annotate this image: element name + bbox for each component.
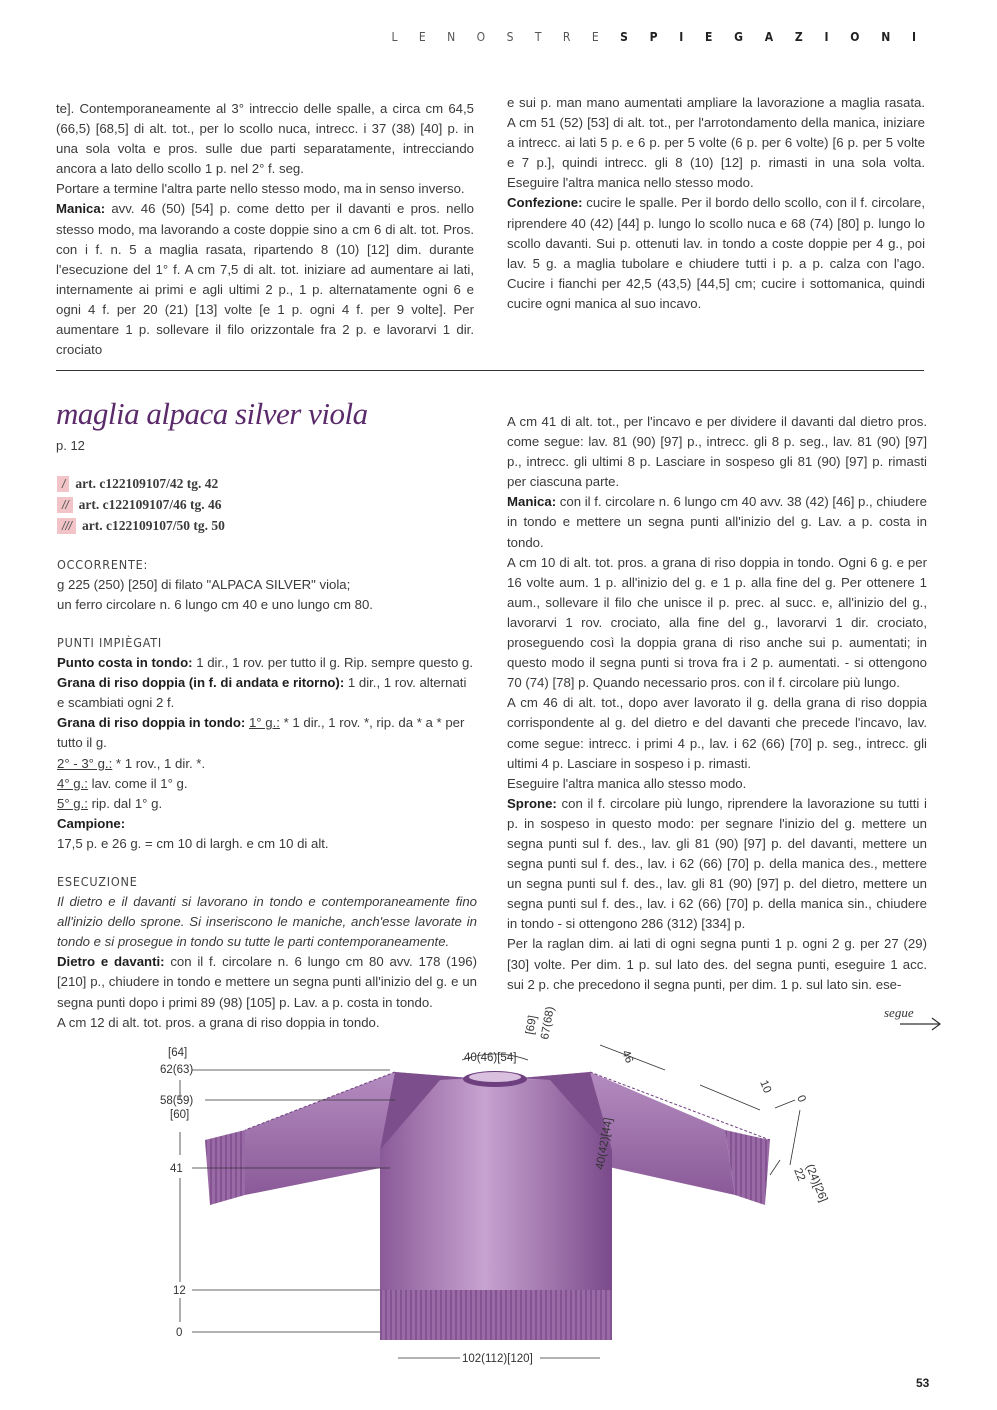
confezione-text: cucire le spalle. Per il bordo dello scollo, con il f. circolare, riprendere 40 (42) [44] p. lungo lo scollo nuca e 68 (74) [80] p. lungo lo scollo davanti. Sui p. ottenuti lav. in tondo a coste doppie per 4 g., poi lav. 5 g. a maglia tubolare e chiudere tutti i p. a p. calza con l'ago. Cucire i fianchi per 42,5 (43,5) [44,5] cm; cucire i sottomanica, quindi cucire ogni manica al suo incavo. — [507, 195, 925, 311]
materials-line: g 225 (250) [250] di filato "ALPACA SILVER" viola; — [57, 577, 351, 593]
dim-label: 62(63) — [160, 1064, 194, 1076]
paragraph: A cm 10 di alt. tot. pros. a grana di riso doppia in tondo. Ogni 6 g. e per 16 volte aum. 1 p. all'inizio del g. e 1 p. alla fine del g. Per ottenere 1 aum., sollevare il filo che unisce il p. prec. al succ. e, all'inizio del g., lavorarvi 1 rov. crociato, alla fine del g., lavorarvi 1 dir. crociato, proseguendo così la doppia grana di riso anche sui p. aumentati; in questo modo il segna punti si trova fra i 2 p. aumentati. - si ottengono 70 (74) [78] p. Quando necessario pros. con il f. circolare più lungo. — [507, 554, 927, 691]
size-marker: // — [57, 497, 73, 513]
round-label: 2° - 3° g.: — [57, 755, 113, 771]
dim-label: 67(68) — [539, 1005, 557, 1041]
dim-label: 46 — [619, 1048, 636, 1065]
round-label: 1° g.: — [248, 715, 280, 731]
paragraph: Eseguire l'altra manica allo stesso modo. — [507, 775, 747, 791]
stitches-heading: PUNTI IMPIÈGATI — [57, 635, 163, 650]
size-marker: /// — [57, 518, 76, 534]
dim-label: [60] — [170, 1109, 190, 1121]
execution-heading: ESECUZIONE — [57, 874, 138, 889]
continue-label: segue — [884, 1005, 914, 1020]
materials-heading: OCCORRENTE: — [57, 557, 149, 572]
yoke-label: Sprone: — [507, 795, 557, 811]
article-code: art. c122109107/46 tg. 46 — [78, 496, 222, 512]
pattern-title: maglia alpaca silver viola — [56, 396, 368, 431]
gauge-text: 17,5 p. e 26 g. = cm 10 di largh. e cm 10 di alt. — [57, 835, 329, 851]
round-text: * 1 rov., 1 dir. *. — [112, 755, 206, 771]
article-code: art. c122109107/42 tg. 42 — [75, 475, 219, 491]
stitch-label: Grana di riso doppia in tondo: — [57, 715, 246, 731]
paragraph: Per la raglan dim. ai lati di ogni segna punti 1 p. ogni 2 g. per 27 (29) [30] volte. Per dim. 1 p. sul lato des. del segna punti, eseguire 1 acc. sui 2 p. che precedono il segna punti, per dim. 1 p. sul lato sin. ese- — [507, 936, 927, 992]
header-bold: S P I E G A Z I O N I — [620, 30, 925, 44]
dim-label: 22 — [791, 1166, 808, 1183]
dim-label: 0 — [176, 1327, 183, 1339]
page-reference: p. 12 — [56, 438, 85, 453]
round-text: * 1 dir., 1 rov. *, rip. da * a * per tutto il g. — [57, 715, 465, 751]
execution-intro: Il dietro e il davanti si lavorano in tondo e contemporaneamente fino all'inizio dello sprone. Si inseriscono le maniche, anch'esse lavorate in tondo e si prosegue in tondo su tutte le parti contemporaneamente. — [57, 894, 477, 950]
dim-label: [64] — [168, 1047, 188, 1059]
stitch-label: Campione: — [57, 815, 126, 831]
left-cuff — [205, 1130, 245, 1205]
stitch-label: Punto costa in tondo: — [57, 655, 193, 671]
yoke-text: con il f. circolare più lungo, riprendere la lavorazione su tutti i p. in sospeso in questo modo: per segnare l'inizio del g. mettere un segna punti sul f. des., lav. gli 81 (90) [97] p. del davanti, mettere un segna punti sul f. des., lav. i 62 (66) [70] p. della manica des., mettere un segna punti sul f. des., lav. gli 81 (90) [97] p. del dietro, mettere un segna punti sul f. des., lav. i 62 (66) [70] p. della manica sin., chiudere in tondo - si ottengono 286 (312) [334] p. — [507, 795, 927, 932]
manica-text: avv. 46 (50) [54] p. come detto per il davanti e pros. nello stesso modo, ma lavorando a coste doppie sino a cm 6 di alt. tot. Pros. con i f. n. 5 a maglia rasata, ripartendo 8 (10) [12] dim. durante l'esecuzione del 1° f. A cm 7,5 di alt. tot. iniziare ad aumentare ai lati, internamente ai primi e agli ultimi 2 p., 1 p. alternatamente ogni 6 e ogni 4 f. per 20 (21) [13] volte [e 1 p. ogni 4 f. per 9 volte]. Per aumentare 1 p. sollevare il filo orizzontale fra 2 p. e lavorarvi 1 dir. crociato — [56, 201, 474, 358]
paragraph: A cm 41 di alt. tot., per l'incavo e per dividere il davanti dal dietro pros. come segue: lav. 81 (90) [97] p., intrecc. gli 8 p. seg., lav. 81 (90) [97] p., intrecc. gli ultimi 8 p. Lasciare in sospeso gli 81 (90) [97] p. rimasti per ciascuna parte. — [507, 414, 927, 490]
neck-opening — [469, 1072, 521, 1082]
body — [380, 1080, 612, 1290]
dim-label: 0 — [794, 1093, 808, 1105]
article-code: art. c122109107/50 tg. 50 — [82, 517, 225, 533]
dim-label: [69] — [524, 1014, 540, 1036]
materials-line: un ferro circolare n. 6 lungo cm 40 e uno lungo cm 80. — [57, 597, 373, 613]
dim-label: 58(59) — [160, 1095, 194, 1107]
sleeve-label: Manica: — [507, 494, 557, 510]
page-number: 53 — [916, 1376, 930, 1390]
header-light: L E N O S T R E — [391, 30, 608, 44]
paragraph: A cm 12 di alt. tot. pros. a grana di riso doppia in tondo. — [57, 1014, 380, 1030]
paragraph: A cm 46 di alt. tot., dopo aver lavorato il g. della grana di riso doppia corrispondente al g. del dietro e del davanti che precede l'incavo, lav. come segue: intrecc. i primi 4 p., lav. i 62 (66) [70] p. seg., intrecc. gli ultimi 4 p. Lasciare in sospeso i p. rimasti. — [507, 695, 927, 771]
size-marker: / — [57, 476, 69, 492]
dim-label: 12 — [173, 1285, 186, 1297]
dim-label: 40(46)[54] — [464, 1052, 517, 1064]
round-text: lav. come il 1° g. — [87, 775, 188, 791]
dim-label: 102(112)[120] — [462, 1353, 533, 1365]
stitch-text: 1 dir., 1 rov. alternati e scambiati ogni 2 f. — [57, 675, 467, 711]
dim-label: 41 — [170, 1163, 183, 1175]
round-label: 5° g.: — [57, 795, 88, 811]
sleeve-text: con il f. circolare n. 6 lungo cm 40 avv. 38 (42) [46] p., chiudere in tondo e mettere un segna punti all'inizio del g. Lav. a p. costa in tondo. — [507, 494, 927, 550]
bottom-rib — [380, 1290, 612, 1340]
back-front-label: Dietro e davanti: — [57, 954, 165, 970]
stitch-label: Grana di riso doppia (in f. di andata e ritorno): — [57, 675, 345, 691]
dim-label: 40(42)[44] — [594, 1116, 616, 1171]
paragraph: e sui p. man mano aumentati ampliare la lavorazione a maglia rasata. A cm 51 (52) [53] di alt. tot., per l'arrotondamento della manica, iniziare a intrecc. ai lati 5 p. e 6 p. per 5 volte (6 p. per 6 volte) [6 p. per 5 volte e 7 p.], quindi intrecc. gli 8 (10) [12] p. rimasti in una sola volta. Eseguire l'altra manica nello stesso modo. — [507, 95, 925, 191]
round-text: rip. dal 1° g. — [87, 795, 163, 811]
dim-label: 10 — [757, 1078, 774, 1095]
paragraph: te]. Contemporaneamente al 3° intreccio delle spalle, a circa cm 64,5 (66,5) [68,5] di alt. tot., per lo scollo nuca, intrecc. i 37 (38) [40] p. in una sola volta e pros. sulle due parti separatamente, intrecciando ancora a lato dello scollo 1 p. nel 2° f. seg. — [56, 101, 474, 177]
dim-label: (24)[26] — [803, 1162, 830, 1204]
manica-label: Manica: — [56, 201, 106, 217]
confezione-label: Confezione: — [507, 195, 583, 211]
stitch-text: 1 dir., 1 rov. per tutto il g. Rip. sempre questo g. — [192, 655, 474, 671]
round-label: 4° g.: — [57, 775, 88, 791]
paragraph: Portare a termine l'altra parte nello stesso modo, ma in senso inverso. — [56, 181, 465, 197]
back-front-text: con il f. circolare n. 6 lungo cm 80 avv. 178 (196) [210] p., chiudere in tondo e mettere un segna punti all'inizio del g. e un segna punti dopo i primi 89 (98) [105] p. Lav. a p. costa in tondo. — [57, 954, 478, 1010]
